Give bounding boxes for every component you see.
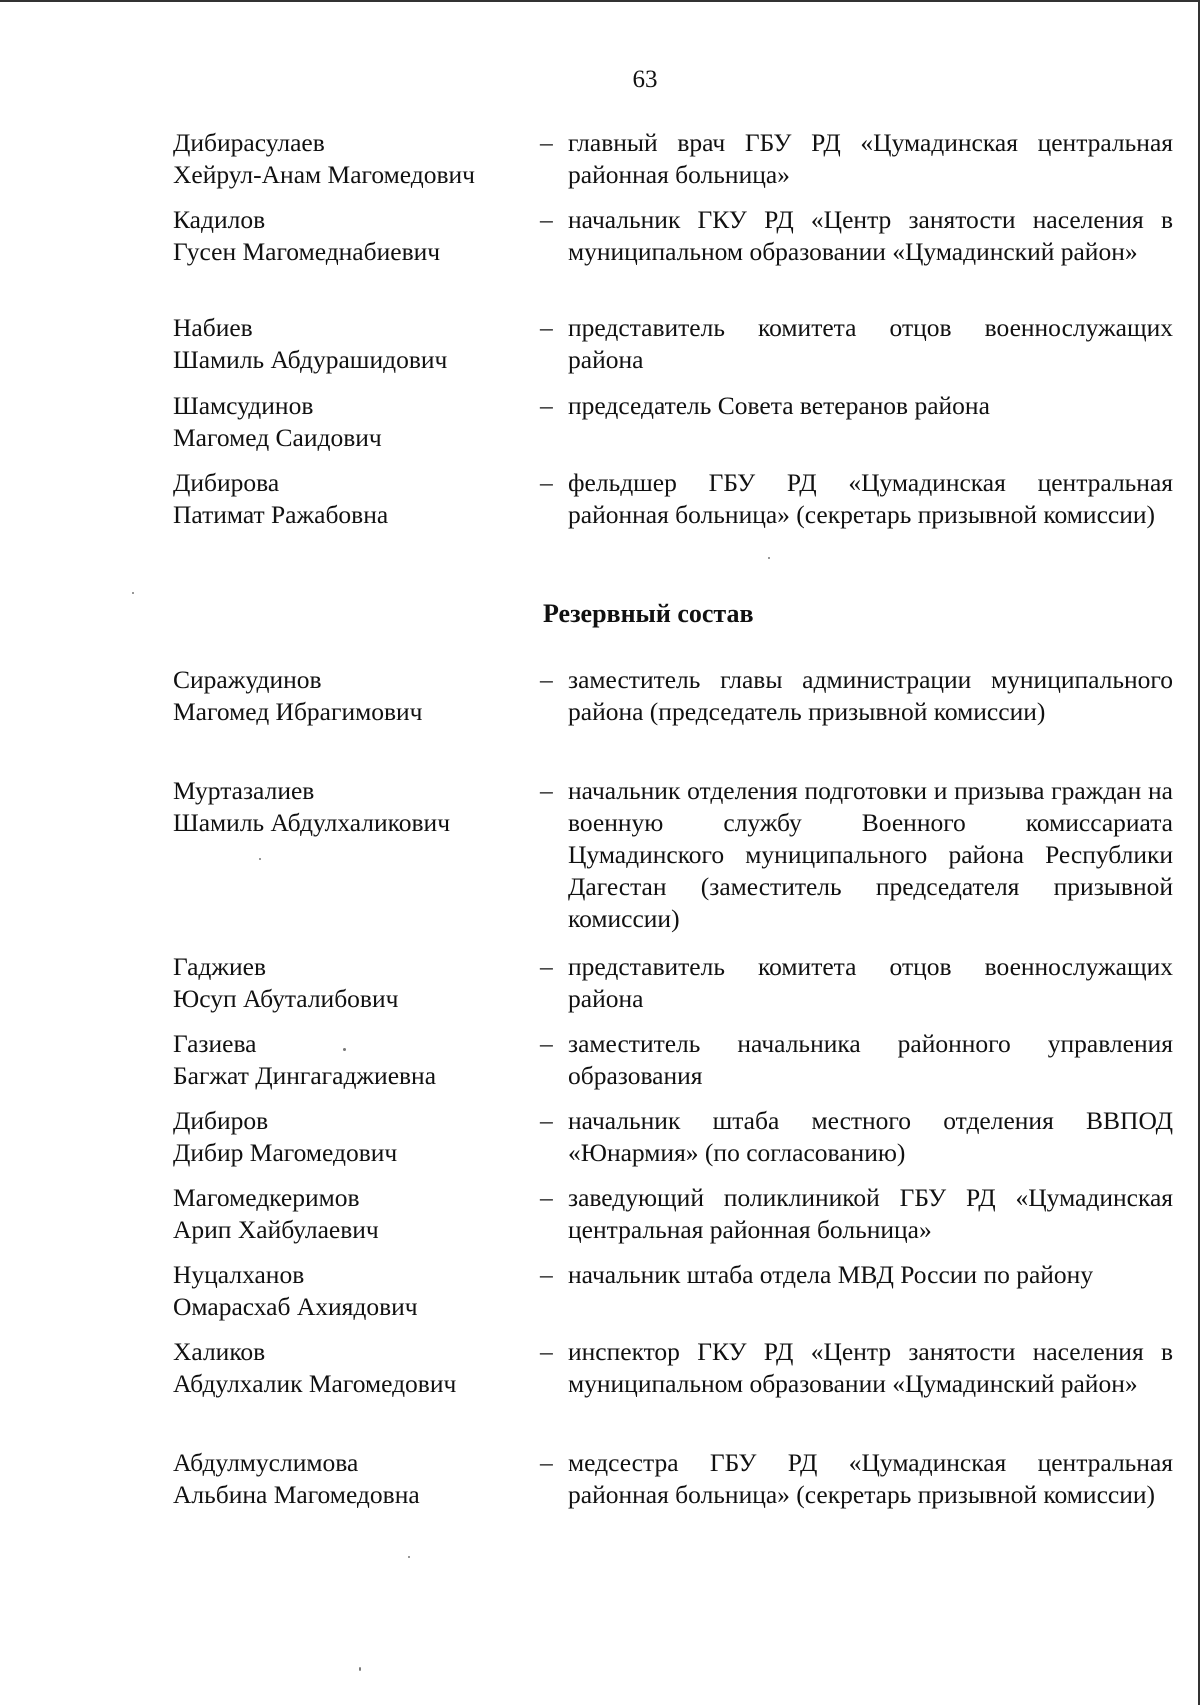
member-role-text: представитель комитета отцов военнослужащих района <box>568 313 1173 374</box>
scan-speck <box>359 1667 361 1671</box>
member-given-name: Патимат Ражабовна <box>173 500 389 529</box>
member-name <box>173 664 533 728</box>
member-given-name: Шамиль Абдурашидович <box>173 345 448 374</box>
scan-speck <box>768 557 770 559</box>
member-surname: Абдулмуслимова <box>173 1448 359 1477</box>
member-name <box>173 312 533 376</box>
member-role <box>540 127 1173 191</box>
dash-mark: – <box>540 1106 553 1135</box>
member-role-text: заместитель главы администрации муниципального района (председатель призывной комиссии) <box>568 665 1173 726</box>
member-role-text: главный врач ГБУ РД «Цумадинская центральная районная больница» <box>568 128 1173 189</box>
member-surname: Муртазалиев <box>173 776 315 805</box>
member-surname: Дибирова <box>173 468 280 497</box>
dash-mark: – <box>540 1183 553 1212</box>
member-role-text: начальник штаба отдела МВД России по району <box>568 1260 1094 1289</box>
member-name <box>173 1447 533 1511</box>
member-role <box>540 467 1173 531</box>
dash-mark: – <box>540 128 553 157</box>
page-number: 63 <box>632 66 658 93</box>
member-surname: Газиева <box>173 1029 257 1058</box>
member-surname: Халиков <box>173 1337 266 1366</box>
member-surname: Шамсудинов <box>173 391 314 420</box>
member-surname: Дибирасулаев <box>173 128 325 157</box>
member-given-name: Багжат Дингагаджиевна <box>173 1061 437 1090</box>
member-given-name: Хейрул-Анам Магомедович <box>173 160 475 189</box>
member-name <box>173 1182 533 1246</box>
member-name <box>173 1105 533 1169</box>
member-surname: Кадилов <box>173 205 266 234</box>
member-name <box>173 204 533 268</box>
member-name <box>173 951 533 1015</box>
member-surname: Сиражудинов <box>173 665 322 694</box>
member-given-name: Абдулхалик Магомедович <box>173 1369 457 1398</box>
dash-mark: – <box>540 1260 553 1289</box>
dash-mark: – <box>540 1337 553 1366</box>
member-role-text: начальник ГКУ РД «Центр занятости населения в муниципальном образовании «Цумадинский район» <box>568 205 1173 266</box>
member-given-name: Магомед Саидович <box>173 423 382 452</box>
member-name <box>173 1259 533 1323</box>
member-role-text: заведующий поликлиникой ГБУ РД «Цумадинская центральная районная больница» <box>568 1183 1173 1244</box>
member-role-text: начальник штаба местного отделения ВВПОД «Юнармия» (по согласованию) <box>568 1106 1173 1167</box>
member-name <box>173 127 533 191</box>
member-role <box>540 664 1173 728</box>
member-name <box>173 775 533 839</box>
dash-mark: – <box>540 468 553 497</box>
dash-mark: – <box>540 952 553 981</box>
member-role <box>540 312 1173 376</box>
scan-speck <box>343 1048 346 1051</box>
scan-speck <box>408 1556 410 1558</box>
reserve-section-heading: Резервный состав <box>543 599 754 628</box>
member-role-text: начальник отделения подготовки и призыва граждан на военную службу Военного комиссариата Цумадинского муниципального района Республики Дагестан (заместитель председателя призывной комиссии) <box>568 776 1173 933</box>
member-role-text: представитель комитета отцов военнослужащих района <box>568 952 1173 1013</box>
member-role <box>540 204 1173 268</box>
member-role-text: медсестра ГБУ РД «Цумадинская центральная районная больница» (секретарь призывной комиссии) <box>568 1448 1173 1509</box>
member-given-name: Гусен Магомеднабиевич <box>173 237 441 266</box>
scan-speck <box>259 858 261 860</box>
dash-mark: – <box>540 1448 553 1477</box>
member-name <box>173 1028 533 1092</box>
member-role <box>540 1182 1173 1246</box>
member-role <box>540 1259 1173 1291</box>
scan-speck <box>132 592 134 594</box>
member-role <box>540 1028 1173 1092</box>
member-given-name: Юсуп Абуталибович <box>173 984 399 1013</box>
member-surname: Магомедкеримов <box>173 1183 360 1212</box>
member-role-text: председатель Совета ветеранов района <box>568 391 990 420</box>
member-name <box>173 1336 533 1400</box>
member-name <box>173 390 533 454</box>
member-role <box>540 390 1173 422</box>
member-surname: Нуцалханов <box>173 1260 305 1289</box>
member-surname: Дибиров <box>173 1106 269 1135</box>
dash-mark: – <box>540 776 553 805</box>
dash-mark: – <box>540 313 553 342</box>
member-given-name: Арип Хайбулаевич <box>173 1215 379 1244</box>
member-given-name: Альбина Магомедовна <box>173 1480 420 1509</box>
scan-edge-top <box>0 0 1200 2</box>
member-role <box>540 1105 1173 1169</box>
member-surname: Набиев <box>173 313 253 342</box>
member-given-name: Шамиль Абдулхаликович <box>173 808 451 837</box>
dash-mark: – <box>540 665 553 694</box>
member-given-name: Магомед Ибрагимович <box>173 697 423 726</box>
member-surname: Гаджиев <box>173 952 267 981</box>
dash-mark: – <box>540 391 553 420</box>
member-role <box>540 1336 1173 1400</box>
member-role-text: фельдшер ГБУ РД «Цумадинская центральная районная больница» (секретарь призывной комиссии) <box>568 468 1173 529</box>
member-given-name: Омарасхаб Ахиядович <box>173 1292 418 1321</box>
member-role <box>540 775 1173 935</box>
member-role-text: инспектор ГКУ РД «Центр занятости населения в муниципальном образовании «Цумадинский район» <box>568 1337 1173 1398</box>
member-given-name: Дибир Магомедович <box>173 1138 398 1167</box>
dash-mark: – <box>540 1029 553 1058</box>
dash-mark: – <box>540 205 553 234</box>
member-name <box>173 467 533 531</box>
member-role <box>540 1447 1173 1511</box>
member-role-text: заместитель начальника районного управления образования <box>568 1029 1173 1090</box>
member-role <box>540 951 1173 1015</box>
